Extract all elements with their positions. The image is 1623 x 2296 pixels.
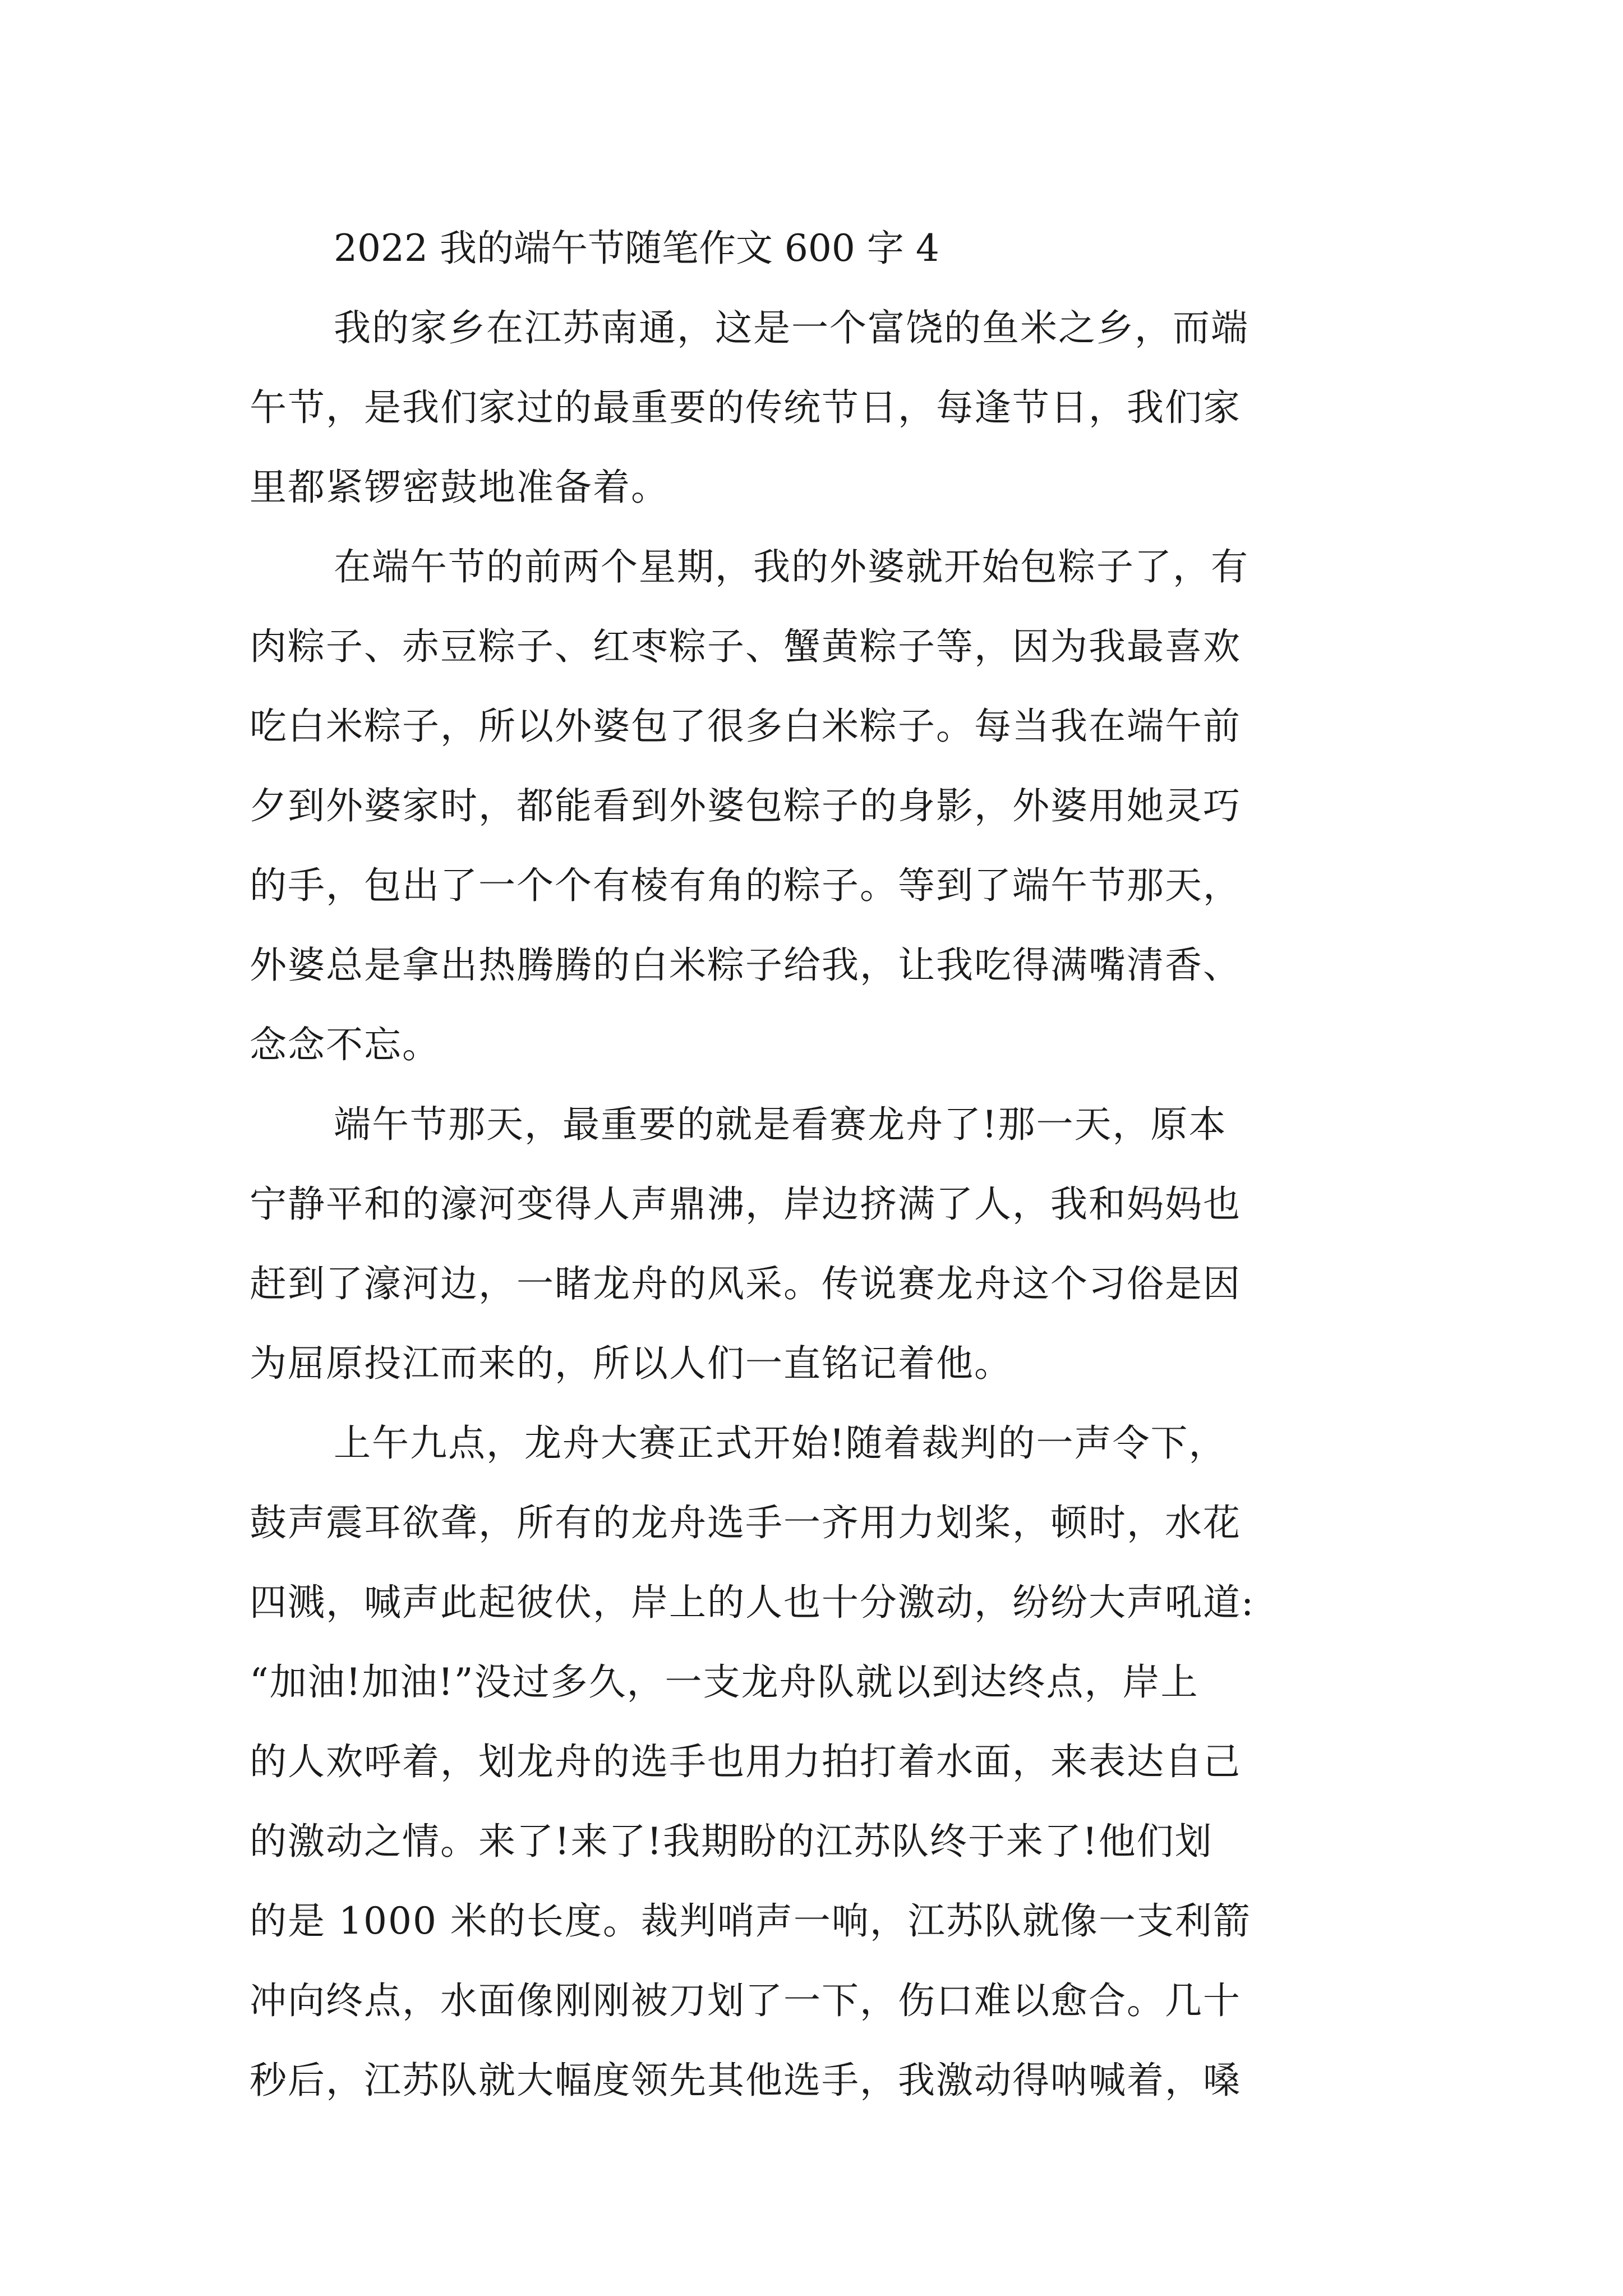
paragraph-line: 夕到外婆家时，都能看到外婆包粽子的身影，外婆用她灵巧 bbox=[250, 784, 1241, 827]
paragraph-line: 赶到了濠河边，一睹龙舟的风采。传说赛龙舟这个习俗是因 bbox=[250, 1262, 1241, 1305]
document-body bbox=[250, 209, 1394, 2120]
paragraph-line: 吃白米粽子，所以外婆包了很多白米粽子。每当我在端午前 bbox=[250, 705, 1241, 748]
paragraph-line: 秒后，江苏队就大幅度领先其他选手，我激动得呐喊着，嗓 bbox=[250, 2059, 1241, 2102]
paragraph-line: 肉粽子、赤豆粽子、红枣粽子、蟹黄粽子等，因为我最喜欢 bbox=[250, 625, 1241, 668]
paragraph-line: 的是 1000 米的长度。裁判哨声一响，江苏队就像一支利箭 bbox=[250, 1899, 1251, 1943]
paragraph-line: 四溅，喊声此起彼伏，岸上的人也十分激动，纷纷大声吼道: bbox=[250, 1581, 1255, 1624]
paragraph-line: 冲向终点，水面像刚刚被刀划了一下，伤口难以愈合。几十 bbox=[250, 1979, 1241, 2022]
paragraph-line: 外婆总是拿出热腾腾的白米粽子给我，让我吃得满嘴清香、 bbox=[250, 944, 1241, 987]
paragraph-line: 的手，包出了一个个有棱有角的粽子。等到了端午节那天， bbox=[250, 864, 1241, 907]
paragraph-line: 里都紧锣密鼓地准备着。 bbox=[250, 466, 669, 509]
paragraph-line: 端午节那天，最重要的就是看赛龙舟了!那一天，原本 bbox=[334, 1103, 1227, 1146]
paragraph-line: 我的家乡在江苏南通，这是一个富饶的鱼米之乡，而端 bbox=[334, 306, 1249, 349]
paragraph-3 bbox=[250, 1085, 1394, 1404]
paragraph-line: 的激动之情。来了!来了!我期盼的江苏队终于来了!他们划 bbox=[250, 1820, 1213, 1863]
paragraph-line: 上午九点，龙舟大赛正式开始!随着裁判的一声令下， bbox=[334, 1421, 1227, 1465]
paragraph-line: “加油!加油!”没过多久，一支龙舟队就以到达终点，岸上 bbox=[250, 1660, 1199, 1704]
paragraph-line: 宁静平和的濠河变得人声鼎沸，岸边挤满了人，我和妈妈也 bbox=[250, 1182, 1241, 1226]
paragraph-line: 午节，是我们家过的最重要的传统节日，每逢节日，我们家 bbox=[250, 386, 1241, 429]
paragraph-line: 在端午节的前两个星期，我的外婆就开始包粽子了，有 bbox=[334, 545, 1249, 588]
paragraph-line: 念念不忘。 bbox=[250, 1023, 440, 1066]
paragraph-2 bbox=[250, 527, 1394, 1085]
paragraph-1 bbox=[250, 288, 1394, 527]
paragraph-4 bbox=[250, 1404, 1394, 2120]
paragraph-line: 为屈原投江而来的，所以人们一直铭记着他。 bbox=[250, 1342, 1012, 1385]
paragraph-line: 的人欢呼着，划龙舟的选手也用力拍打着水面，来表达自己 bbox=[250, 1740, 1241, 1783]
paragraph-line: 鼓声震耳欲聋，所有的龙舟选手一齐用力划桨，顿时，水花 bbox=[250, 1501, 1241, 1544]
page-title: 2022 我的端午节随笔作文 600 字 4 bbox=[334, 227, 939, 270]
